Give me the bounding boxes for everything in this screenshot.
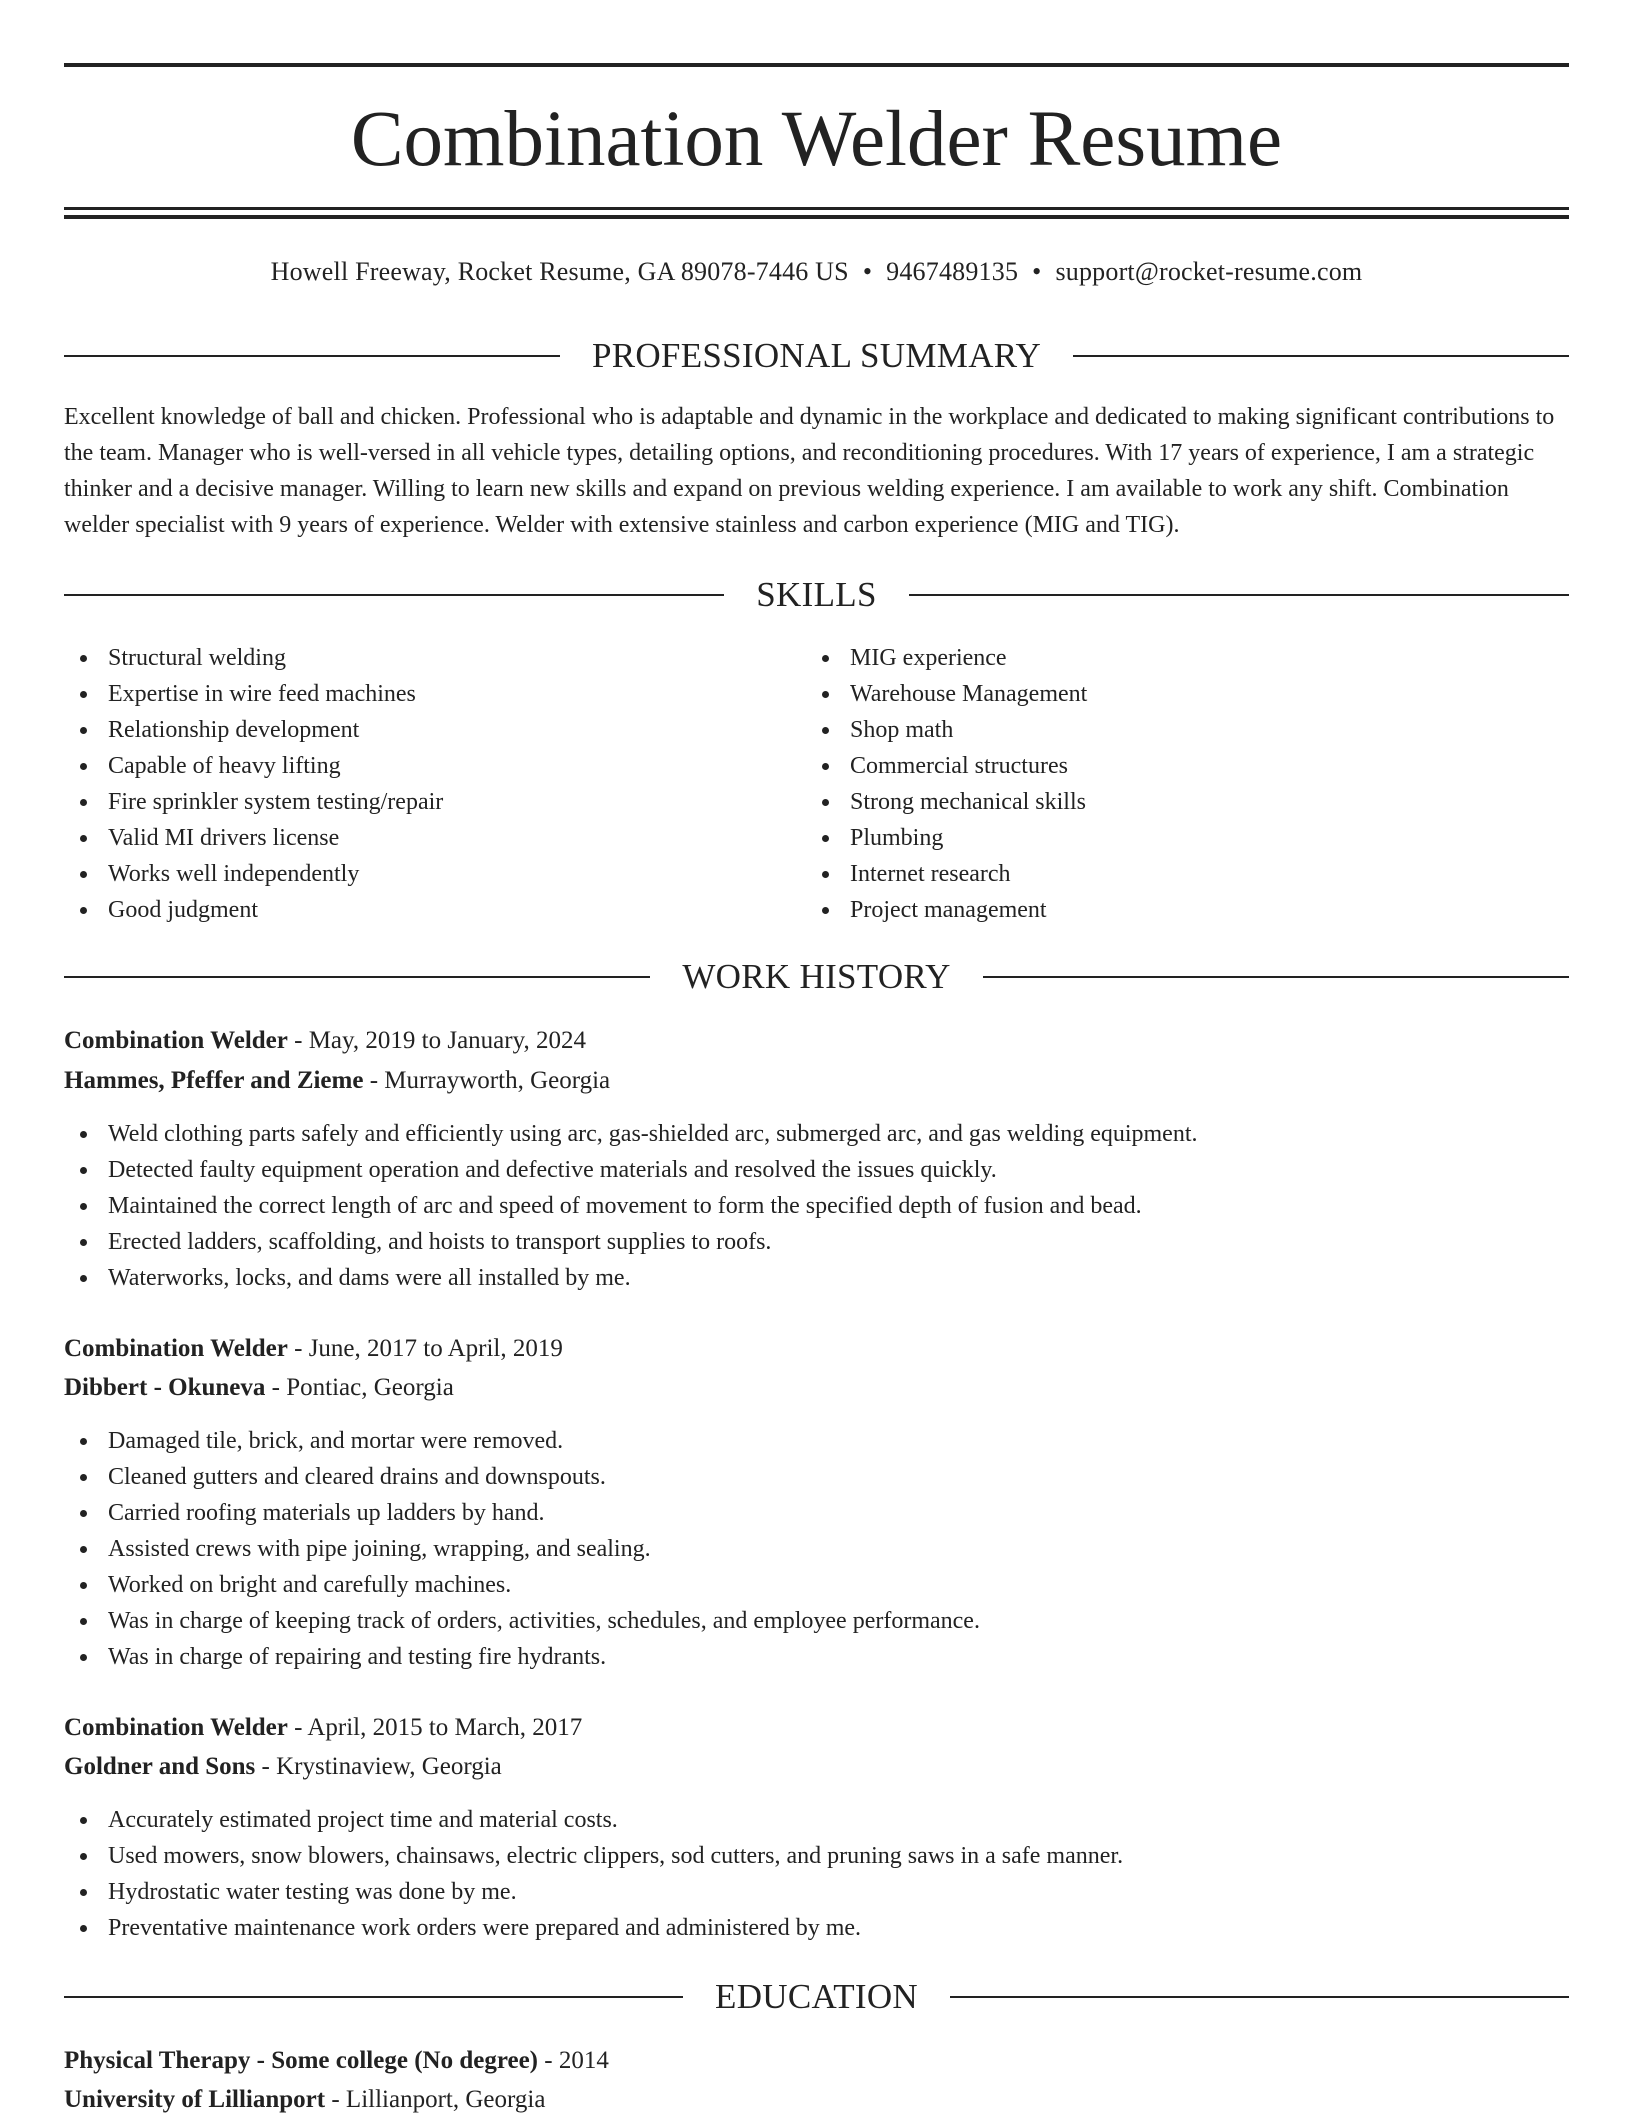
education-location: - Lillianport, Georgia: [325, 2086, 546, 2113]
skill-item: Strong mechanical skills: [806, 784, 1506, 820]
job-title-line: [64, 1330, 563, 1368]
job-company: Goldner and Sons: [64, 1753, 256, 1780]
job-title-line: [64, 1709, 582, 1747]
skill-item: MIG experience: [806, 640, 1506, 676]
divider-line: [64, 594, 724, 596]
education-year: - 2014: [538, 2047, 609, 2074]
education-school-line: [64, 2081, 545, 2119]
job-location: - Murrayworth, Georgia: [363, 1067, 611, 1094]
skill-item: Warehouse Management: [806, 676, 1506, 712]
job-company-line: [64, 1062, 610, 1100]
job-title: Combination Welder: [64, 1335, 288, 1362]
skill-item: Internet research: [806, 856, 1506, 892]
skill-item: Project management: [806, 892, 1506, 928]
skills-column-right: [806, 640, 1506, 928]
skill-item: Works well independently: [64, 856, 764, 892]
contact-phone: 9467489135: [886, 257, 1019, 286]
divider-line: [64, 976, 650, 978]
contact-line: [64, 252, 1569, 292]
duty-item: Weld clothing parts safely and efficiently using arc, gas-shielded arc, submerged arc, and gas welding equipment.: [64, 1116, 1569, 1152]
duty-item: Erected ladders, scaffolding, and hoists to transport supplies to roofs.: [64, 1224, 1569, 1260]
skill-item: Expertise in wire feed machines: [64, 676, 764, 712]
duty-item: Was in charge of repairing and testing fire hydrants.: [64, 1639, 1569, 1675]
duty-item: Maintained the correct length of arc and speed of movement to form the specified depth of fusion and bead.: [64, 1188, 1569, 1224]
section-heading-summary: [64, 336, 1569, 376]
divider-line: [909, 594, 1569, 596]
contact-address: Howell Freeway, Rocket Resume, GA 89078-7446 US: [270, 257, 849, 286]
contact-separator: •: [1032, 257, 1042, 286]
job-title-line: [64, 1022, 586, 1060]
education-degree-line: [64, 2042, 609, 2080]
title-rule-lower: [64, 215, 1569, 219]
job-company-line: [64, 1369, 454, 1407]
job-company-line: [64, 1748, 502, 1786]
skill-item: Structural welding: [64, 640, 764, 676]
section-title: EDUCATION: [715, 1977, 918, 2016]
divider-line: [1073, 355, 1569, 357]
job-location: - Krystinaview, Georgia: [255, 1753, 502, 1780]
skills-column-left: [64, 640, 764, 928]
skill-item: Shop math: [806, 712, 1506, 748]
skill-item: Plumbing: [806, 820, 1506, 856]
top-rule: [64, 63, 1569, 67]
contact-email: support@rocket-resume.com: [1055, 257, 1363, 286]
duty-item: Detected faulty equipment operation and defective materials and resolved the issues quickly.: [64, 1152, 1569, 1188]
title-rule-upper: [64, 207, 1569, 210]
job-dates: - June, 2017 to April, 2019: [287, 1335, 563, 1362]
contact-separator: •: [862, 257, 873, 286]
job-duties: [64, 1802, 1569, 1946]
section-title: WORK HISTORY: [682, 957, 951, 996]
divider-line: [64, 355, 560, 357]
skill-item: Relationship development: [64, 712, 764, 748]
education-school: University of Lillianport: [64, 2086, 326, 2113]
duty-item: Preventative maintenance work orders were prepared and administered by me.: [64, 1910, 1569, 1946]
divider-line: [950, 1996, 1569, 1998]
duty-item: Used mowers, snow blowers, chainsaws, electric clippers, sod cutters, and pruning saws in a safe manner.: [64, 1838, 1569, 1874]
divider-line: [983, 976, 1569, 978]
education-degree: Physical Therapy - Some college (No degree): [64, 2047, 538, 2074]
resume-title: Combination Welder Resume: [350, 96, 1283, 183]
divider-line: [64, 1996, 683, 1998]
skill-item: Capable of heavy lifting: [64, 748, 764, 784]
duty-item: Carried roofing materials up ladders by hand.: [64, 1495, 1569, 1531]
job-dates: - May, 2019 to January, 2024: [287, 1027, 586, 1054]
duty-item: Worked on bright and carefully machines.: [64, 1567, 1569, 1603]
job-duties: [64, 1116, 1569, 1296]
duty-item: Was in charge of keeping track of orders, activities, schedules, and employee performance.: [64, 1603, 1569, 1639]
duty-item: Accurately estimated project time and material costs.: [64, 1802, 1569, 1838]
job-company: Hammes, Pfeffer and Zieme: [64, 1067, 364, 1094]
duty-item: Hydrostatic water testing was done by me.: [64, 1874, 1569, 1910]
summary-text: Excellent knowledge of ball and chicken. Professional who is adaptable and dynamic in the workplace and dedicated to making significant contributions to the team. Manager who is well-versed in all vehicle types, detailing options, and reconditioning procedures. With 17 years of experience, I am a strategic thinker and a decisive manager. Willing to learn new skills and expand on previous welding experience. I am available to work any shift. Combination welder specialist with 9 years of experience. Welder with extensive stainless and carbon experience (MIG and TIG).: [64, 404, 1555, 538]
skill-item: Good judgment: [64, 892, 764, 928]
section-title: SKILLS: [756, 575, 877, 614]
section-heading-skills: [64, 575, 1569, 615]
section-heading-work: [64, 957, 1569, 997]
duty-item: Waterworks, locks, and dams were all installed by me.: [64, 1260, 1569, 1296]
section-heading-education: [64, 1977, 1569, 2017]
skill-item: Commercial structures: [806, 748, 1506, 784]
skill-item: Valid MI drivers license: [64, 820, 764, 856]
duty-item: Assisted crews with pipe joining, wrapping, and sealing.: [64, 1531, 1569, 1567]
section-title: PROFESSIONAL SUMMARY: [591, 336, 1042, 375]
job-duties: [64, 1423, 1569, 1675]
duty-item: Damaged tile, brick, and mortar were removed.: [64, 1423, 1569, 1459]
duty-item: Cleaned gutters and cleared drains and downspouts.: [64, 1459, 1569, 1495]
skill-item: Fire sprinkler system testing/repair: [64, 784, 764, 820]
job-location: - Pontiac, Georgia: [265, 1374, 454, 1401]
job-dates: - April, 2015 to March, 2017: [287, 1714, 583, 1741]
job-title: Combination Welder: [64, 1714, 288, 1741]
job-company: Dibbert - Okuneva: [64, 1374, 266, 1401]
job-title: Combination Welder: [64, 1027, 288, 1054]
